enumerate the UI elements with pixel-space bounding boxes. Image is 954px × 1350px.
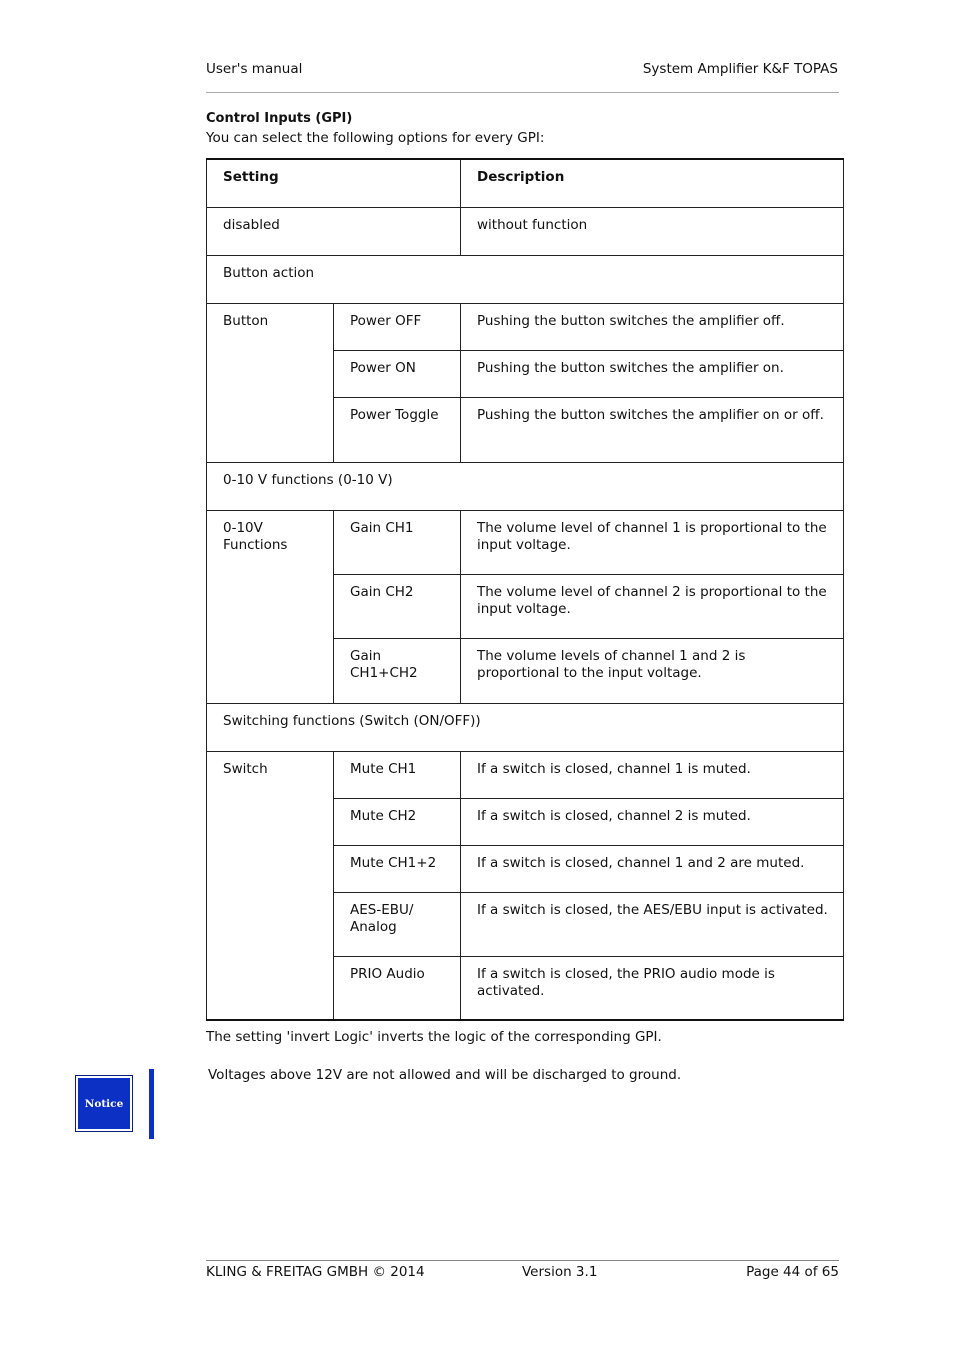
cell-option: Gain CH1: [334, 510, 461, 574]
group-heading: 0-10 V functions (0-10 V): [207, 462, 844, 510]
header-right: System Amplifier K&F TOPAS: [642, 61, 838, 77]
group-row-switch: [207, 703, 844, 751]
header-left: User's manual: [206, 61, 303, 77]
notice-text: Voltages above 12V are not allowed and will be discharged to ground.: [208, 1067, 682, 1083]
gpi-options-table: [206, 158, 844, 1021]
cell-option: Mute CH1: [334, 751, 461, 798]
cell-option: Mute CH1+2: [334, 845, 461, 892]
section-title: Control Inputs (GPI): [206, 111, 353, 126]
table-header-row: [207, 159, 844, 207]
category-label: Button: [207, 303, 334, 462]
invert-logic-note: The setting 'invert Logic' inverts the logic of the corresponding GPI.: [206, 1029, 662, 1045]
cell-option: Mute CH2: [334, 798, 461, 845]
cell-option: PRIO Audio: [334, 956, 461, 1020]
cell-description: Pushing the button switches the amplifier on.: [461, 350, 844, 397]
cell-description: If a switch is closed, the PRIO audio mode is activated.: [461, 956, 844, 1020]
cell-description: The volume level of channel 2 is proportional to the input voltage.: [461, 574, 844, 638]
group-row-voltage: [207, 462, 844, 510]
notice-bar: [149, 1069, 154, 1139]
cell-option: Gain CH1+CH2: [334, 638, 461, 703]
section-intro: You can select the following options for every GPI:: [206, 130, 545, 146]
group-heading: Button action: [207, 255, 844, 303]
cell-description: If a switch is closed, channel 2 is muted.: [461, 798, 844, 845]
cell-description: Pushing the button switches the amplifier off.: [461, 303, 844, 350]
footer-divider: [206, 1260, 839, 1261]
column-header-setting: Setting: [207, 159, 461, 207]
notice-label: Notice: [78, 1078, 130, 1129]
category-label: Switch: [207, 751, 334, 1020]
group-row-button: [207, 255, 844, 303]
cell-option: AES-EBU/ Analog: [334, 892, 461, 956]
cell-option: Gain CH2: [334, 574, 461, 638]
cell-description: without function: [461, 207, 844, 255]
table-row: [207, 751, 844, 798]
table-row: [207, 303, 844, 350]
footer-company: KLING & FREITAG GMBH © 2014: [206, 1264, 425, 1280]
cell-description: If a switch is closed, channel 1 and 2 are muted.: [461, 845, 844, 892]
cell-description: If a switch is closed, the AES/EBU input is activated.: [461, 892, 844, 956]
cell-description: The volume level of channel 1 is proportional to the input voltage.: [461, 510, 844, 574]
cell-description: If a switch is closed, channel 1 is muted.: [461, 751, 844, 798]
category-label: 0-10V Functions: [207, 510, 334, 703]
notice-icon: [75, 1075, 133, 1132]
cell-option: Power Toggle: [334, 397, 461, 462]
footer-version: Version 3.1: [522, 1264, 598, 1280]
cell-description: The volume levels of channel 1 and 2 is proportional to the input voltage.: [461, 638, 844, 703]
footer-page-number: Page 44 of 65: [746, 1264, 839, 1280]
cell-option: Power ON: [334, 350, 461, 397]
table-row: [207, 510, 844, 574]
group-heading: Switching functions (Switch (ON/OFF)): [207, 703, 844, 751]
column-header-description: Description: [461, 159, 844, 207]
header-divider: [206, 92, 839, 93]
cell-description: Pushing the button switches the amplifier on or off.: [461, 397, 844, 462]
table-row-disabled: [207, 207, 844, 255]
cell-setting: disabled: [207, 207, 461, 255]
cell-option: Power OFF: [334, 303, 461, 350]
